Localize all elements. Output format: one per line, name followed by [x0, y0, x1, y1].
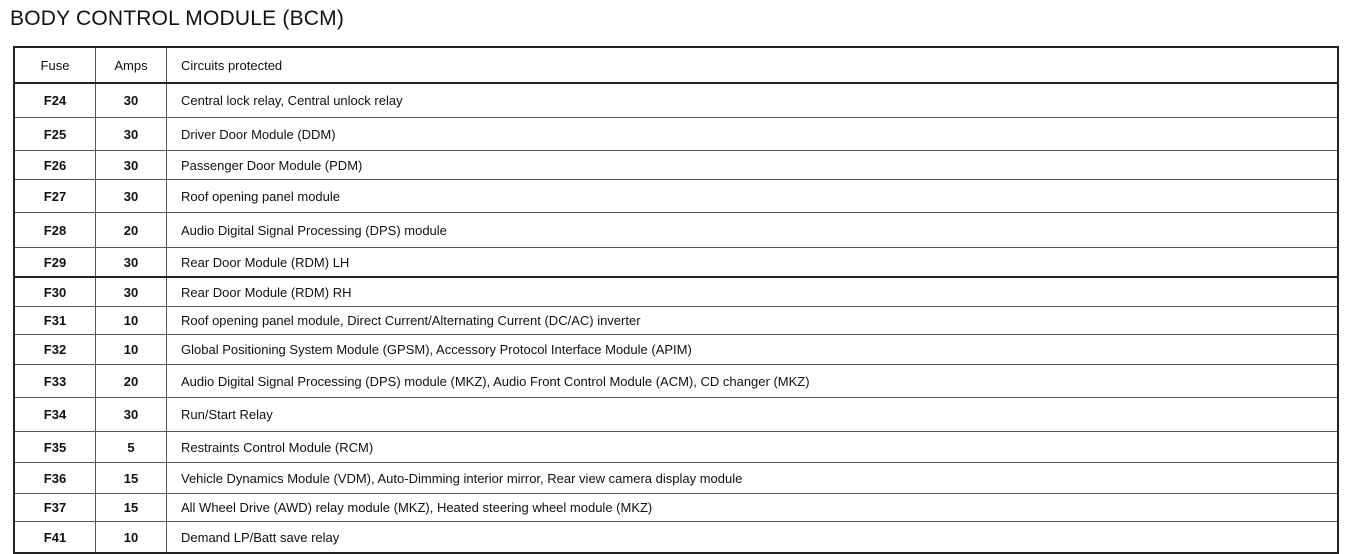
table-row [14, 463, 1338, 494]
fuse-cell: F29 [14, 248, 96, 278]
fuse-cell: F34 [14, 398, 96, 432]
circuits-cell: Run/Start Relay [167, 398, 1339, 432]
amps-cell: 30 [96, 83, 167, 118]
circuits-cell: Rear Door Module (RDM) RH [167, 277, 1339, 307]
table-header-row [14, 47, 1338, 83]
amps-cell: 30 [96, 118, 167, 151]
table-row [14, 307, 1338, 335]
table-row [14, 432, 1338, 463]
table-row [14, 118, 1338, 151]
circuits-cell: All Wheel Drive (AWD) relay module (MKZ), Heated steering wheel module (MKZ) [167, 494, 1339, 522]
amps-cell: 20 [96, 213, 167, 248]
table-row [14, 277, 1338, 307]
table-row [14, 365, 1338, 398]
fuse-cell: F24 [14, 83, 96, 118]
fuse-cell: F37 [14, 494, 96, 522]
fuse-cell: F26 [14, 151, 96, 180]
table-row [14, 83, 1338, 118]
circuits-cell: Roof opening panel module [167, 180, 1339, 213]
amps-cell: 10 [96, 522, 167, 554]
amps-cell: 30 [96, 398, 167, 432]
circuits-cell: Central lock relay, Central unlock relay [167, 83, 1339, 118]
page-title: BODY CONTROL MODULE (BCM) [10, 7, 345, 30]
table-row [14, 494, 1338, 522]
fuse-table [13, 46, 1339, 554]
fuse-cell: F41 [14, 522, 96, 554]
fuse-cell: F33 [14, 365, 96, 398]
table-body [14, 83, 1338, 553]
fuse-cell: F31 [14, 307, 96, 335]
amps-cell: 20 [96, 365, 167, 398]
fuse-cell: F35 [14, 432, 96, 463]
circuits-cell: Roof opening panel module, Direct Current/Alternating Current (DC/AC) inverter [167, 307, 1339, 335]
circuits-cell: Driver Door Module (DDM) [167, 118, 1339, 151]
fuse-cell: F25 [14, 118, 96, 151]
circuits-cell: Rear Door Module (RDM) LH [167, 248, 1339, 278]
header-circuits: Circuits protected [167, 47, 1339, 83]
header-amps: Amps [96, 47, 167, 83]
header-fuse: Fuse [14, 47, 96, 83]
fuse-cell: F28 [14, 213, 96, 248]
circuits-cell: Restraints Control Module (RCM) [167, 432, 1339, 463]
amps-cell: 10 [96, 335, 167, 365]
circuits-cell: Passenger Door Module (PDM) [167, 151, 1339, 180]
circuits-cell: Global Positioning System Module (GPSM), Accessory Protocol Interface Module (APIM) [167, 335, 1339, 365]
amps-cell: 10 [96, 307, 167, 335]
table-row [14, 248, 1338, 278]
table-row [14, 213, 1338, 248]
circuits-cell: Demand LP/Batt save relay [167, 522, 1339, 554]
table-row [14, 151, 1338, 180]
amps-cell: 30 [96, 151, 167, 180]
table-row [14, 398, 1338, 432]
fuse-cell: F32 [14, 335, 96, 365]
amps-cell: 5 [96, 432, 167, 463]
fuse-cell: F27 [14, 180, 96, 213]
table-row [14, 522, 1338, 554]
table-row [14, 335, 1338, 365]
amps-cell: 30 [96, 180, 167, 213]
amps-cell: 15 [96, 494, 167, 522]
amps-cell: 30 [96, 248, 167, 278]
amps-cell: 15 [96, 463, 167, 494]
circuits-cell: Audio Digital Signal Processing (DPS) module (MKZ), Audio Front Control Module (ACM), CD changer (MKZ) [167, 365, 1339, 398]
fuse-cell: F30 [14, 277, 96, 307]
amps-cell: 30 [96, 277, 167, 307]
fuse-cell: F36 [14, 463, 96, 494]
table-row [14, 180, 1338, 213]
circuits-cell: Audio Digital Signal Processing (DPS) module [167, 213, 1339, 248]
circuits-cell: Vehicle Dynamics Module (VDM), Auto-Dimming interior mirror, Rear view camera display module [167, 463, 1339, 494]
